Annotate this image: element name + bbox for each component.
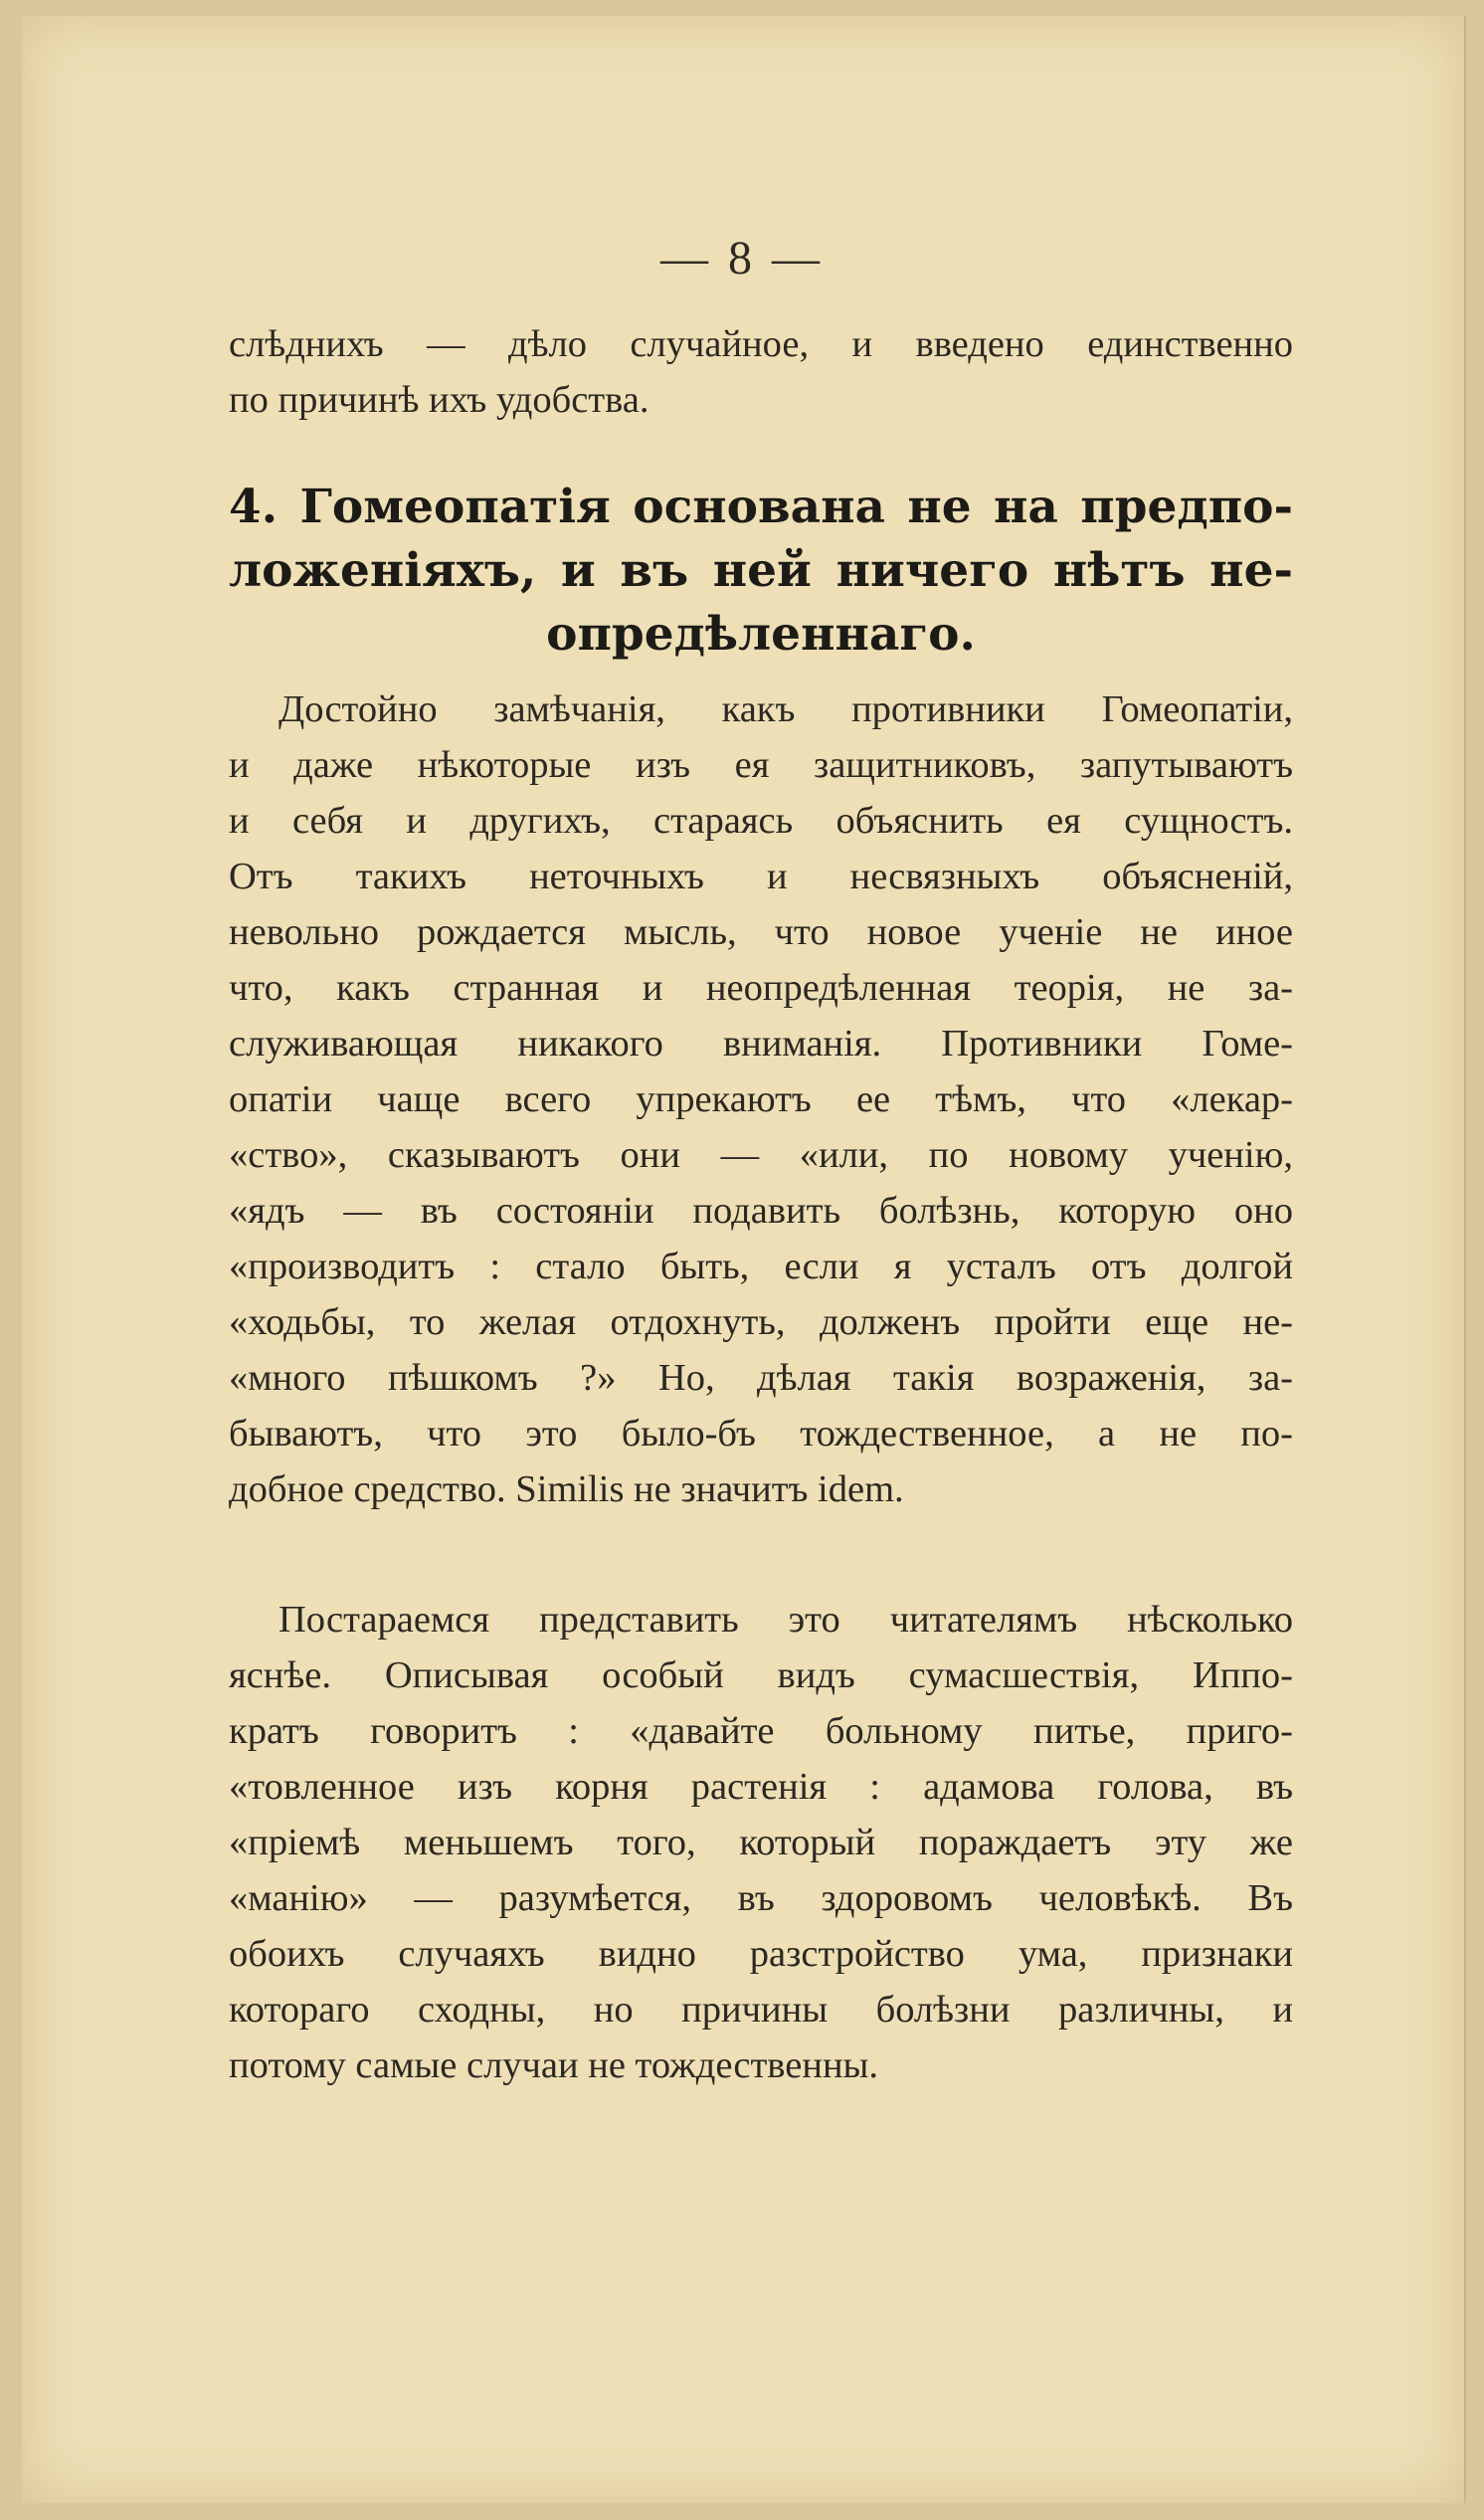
text-line: «манію» — разумѣется, въ здоровомъ человѣкѣ. Въ: [229, 1877, 1293, 1919]
heading-line: 4. Гомеопатія основана не на предпо-: [229, 480, 1293, 534]
paragraph-1: [229, 681, 1293, 1517]
text-line: обоихъ случаяхъ видно разстройство ума, признаки: [229, 1933, 1293, 1975]
text-line: Постараемся представить это читателямъ нѣсколько: [278, 1599, 1293, 1641]
text-line: Отъ такихъ неточныхъ и несвязныхъ объясненій,: [229, 856, 1293, 897]
text-line: добное средство. Similis не значитъ idem.: [229, 1468, 904, 1510]
page-number: — 8 —: [660, 232, 824, 285]
text-line: кратъ говоритъ : «давайте больному питье, приго-: [229, 1710, 1293, 1752]
paragraph-2: [229, 1592, 1293, 2093]
text-line: «ядъ — въ состояніи подавить болѣзнь, которую оно: [229, 1190, 1293, 1232]
heading-line: ложеніяхъ, и въ ней ничего нѣтъ не-: [229, 543, 1293, 598]
section-heading: [229, 476, 1293, 667]
text-line: слѣднихъ — дѣло случайное, и введено единственно: [229, 323, 1293, 365]
text-line: «много пѣшкомъ ?» Но, дѣлая такія возраженія, за-: [229, 1357, 1293, 1399]
text-line: невольно рождается мысль, что новое ученіе не иное: [229, 911, 1293, 953]
text-line: яснѣе. Описывая особый видъ сумасшествія, Иппо-: [229, 1654, 1293, 1696]
intro-paragraph: [229, 316, 1293, 428]
text-line: «товленное изъ корня растенія : адамова голова, въ: [229, 1766, 1293, 1808]
text-line: «ходьбы, то желая отдохнуть, долженъ пройти еще не-: [229, 1301, 1293, 1343]
text-line: и даже нѣкоторые изъ ея защитниковъ, запутываютъ: [229, 744, 1293, 786]
text-line: служивающая никакого вниманія. Противники Гоме-: [229, 1023, 1293, 1065]
text-line: «пріемѣ меньшемъ того, который пораждаетъ эту же: [229, 1822, 1293, 1863]
text-line: «производитъ : стало быть, если я усталъ отъ долгой: [229, 1246, 1293, 1287]
text-line: Достойно замѣчанія, какъ противники Гомеопатіи,: [278, 688, 1293, 730]
text-line: «ство», сказываютъ они — «или, по новому ученію,: [229, 1134, 1293, 1176]
heading-line: опредѣленнаго.: [546, 607, 976, 662]
text-line: бываютъ, что это было-бъ тождественное, а не по-: [229, 1413, 1293, 1454]
text-line: и себя и другихъ, стараясь объяснить ея сущностъ.: [229, 800, 1293, 842]
text-line: котораго сходны, но причины болѣзни различны, и: [229, 1989, 1293, 2031]
text-line: опатіи чаще всего упрекаютъ ее тѣмъ, что «лекар-: [229, 1078, 1293, 1120]
text-line: потому самые случаи не тождественны.: [229, 2044, 879, 2086]
text-line: по причинѣ ихъ удобства.: [229, 379, 649, 421]
text-line: что, какъ странная и неопредѣленная теорія, не за-: [229, 967, 1293, 1009]
